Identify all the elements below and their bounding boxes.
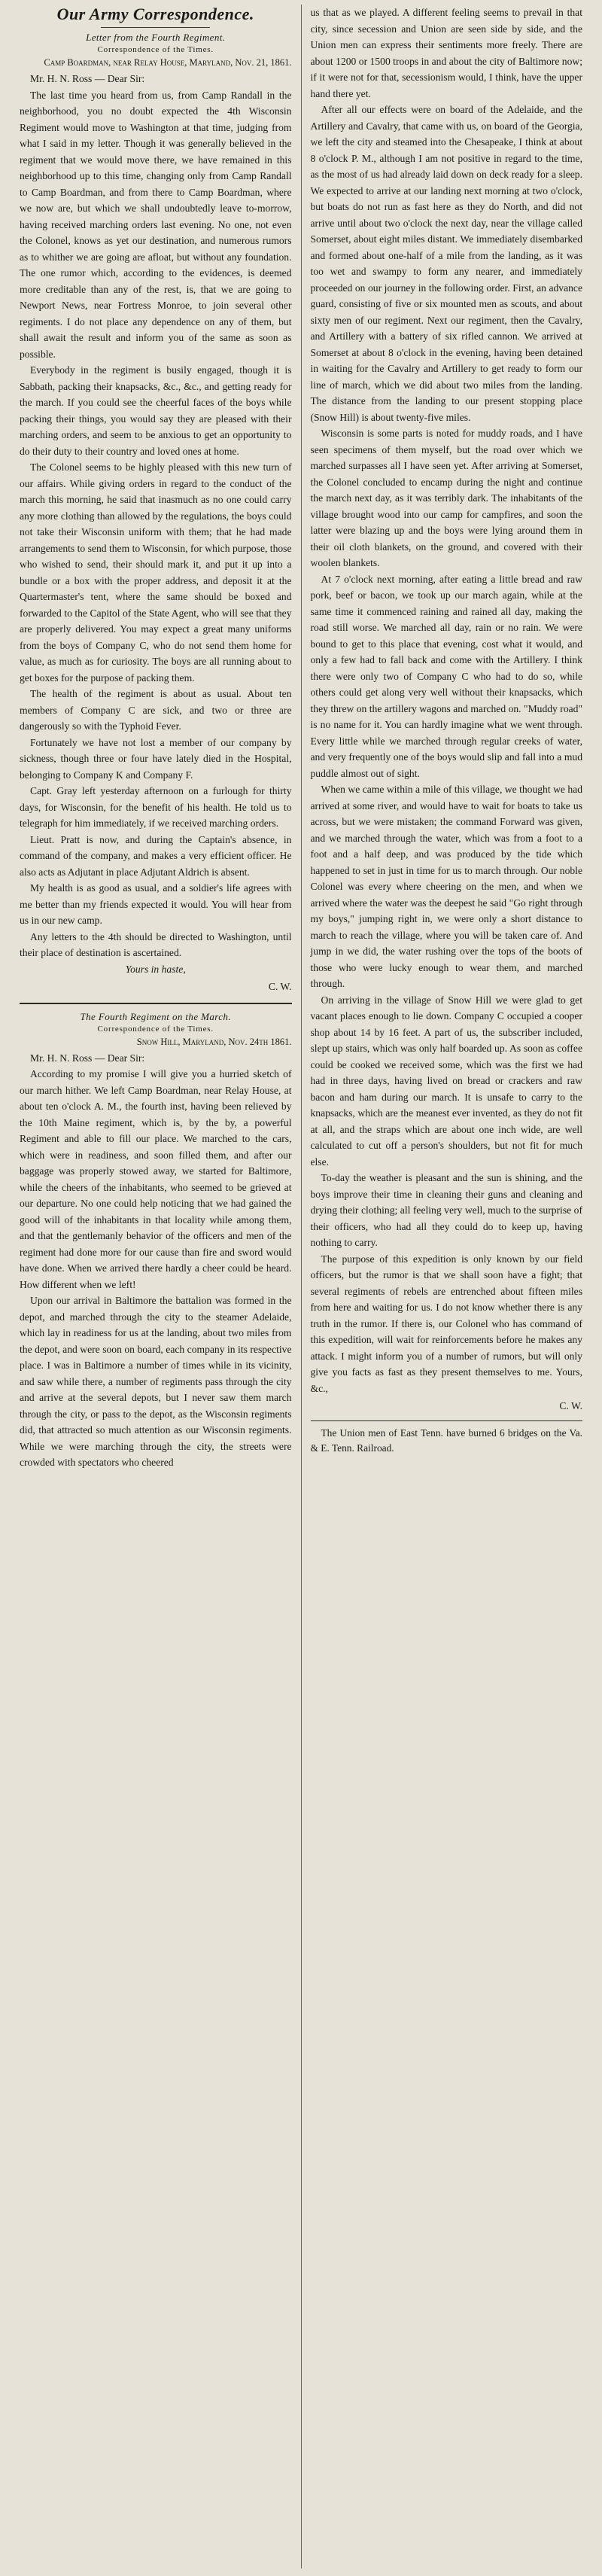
letter1-paragraph: The health of the regiment is about as usual. About ten members of Company C are sick, and two or three are dangerously so with the Typhoid Fever. [20, 688, 292, 732]
letter2-continued-paragraph: To-day the weather is pleasant and the sun is shining, and the boys improve their time in cleaning their guns and cleaning and drying their clothing; all feeling very well, much to the surprise of their officers, who had all they could do to keep up, having nothing to carry. [310, 1172, 582, 1248]
right-column [301, 5, 592, 2568]
news-note [311, 1426, 583, 1456]
letter1-heading: Letter from the Fourth Regiment. [86, 32, 226, 43]
letter2-signature: C. W. [559, 1400, 582, 1411]
letter2-continued-paragraph: Wisconsin is some parts is noted for muddy roads, and I have seen specimens of them myself, but the road over which we marched surpasses all I have seen yet. After arriving at Somerset, the Colonel concluded to encamp during the night and continue the march next day, as it was terribly dark. The inhabitants of the village brought wood into our camp for campfires, and soon the latter were blazing up and the boys were lying around them in their oil cloth blankets, on the ground, and covered with their woolen blankets. [310, 428, 582, 568]
letter1-subheading: Correspondence of the Times. [97, 45, 214, 54]
letter2-continued-paragraph: When we came within a mile of this village, we thought we had arrived at some river, and would have to wait for boats to take us across, but we were mistaken; the command Forward was given, and we marched through the water, which was from a foot to a foot and a half deep, and was produced by the tide which happened to set in just in time for us to march through. Our noble Colonel was every where cheering on the men, and when we arrived where the water was the deepest he said "Go right through my boys," jumping right in, we were only a short distance to march to reach the village, where you will be taken care of. And jump in we did, the water rushing over the tops of the boots of those who were lucky enough to wear them, and marched through. [310, 784, 582, 989]
letter2-paragraph: Upon our arrival in Baltimore the battalion was formed in the depot, and marched through the city to the steamer Adelaide, which lay in readiness for us at the landing, about two miles from the depot, and were soon on board, each company in its respective place. I was in Baltimore a number of times while in its vicinity, and saw while there, a number of regiments pass through the city and arrive at the several depots, but I never saw them march through the city, or pass to the depot, as the Wisconsin regiments did, that attracted so much attention as our Wisconsin regiments. While we were marching through the city, the streets were crowded with spectators who cheered [20, 1295, 292, 1468]
letter1-dateline: Camp Boardman, near Relay House, Maryland, Nov. 21, 1861. [44, 57, 292, 68]
letter2-continued-paragraph: At 7 o'clock next morning, after eating a little bread and raw pork, beef or bacon, we took up our march again, while at the same time it commenced raining and rained all day, making the road still worse. We marched all day, rain or no rain. We were bound to get to this place that evening, cost what it would, and only a few had to fall back and come with the Artillery. I think there were only two of Company C who had to do so, while others could get along very well without their knapsacks, which they threw on the artillery wagons and marched on. "Muddy road" is no name for it. You can hardly imagine what we went through. Every little while we marched through regular creeks of water, and very frequently one of the boys would slip and fall into a mud puddle almost out of sight. [310, 573, 582, 779]
news-note-text: The Union men of East Tenn. have burned 6 bridges on the Va. & E. Tenn. Railroad. [310, 1427, 582, 1454]
letter2-continued-paragraph: us that as we played. A different feeling seems to prevail in that city, since secession and Union are seen side by side, and the Union men can express their sentiments more freely. There are about 1200 or 1500 troops in and about the city of Baltimore now; if it were not for that, secessionism would, I think, have the upper hand there yet. [310, 7, 582, 99]
letter2-continued-paragraph: On arriving in the village of Snow Hill we were glad to get vacant places enough to lie down. Company C occupied a cooper shop about 14 by 16 feet. A part of us, the subscriber included, slept up stairs, which was only half boarded up. As soon as coffee could be cooked we received some, which was the first we had had in three days, having lived on bread or crackers and raw bacon and ham during our march. It is unsafe to carry to the knapsacks, which are the meanest ever invented, as they do not fit at all, and the straps which are about one inch wide, are well calculated to cut off a person's shoulders, but not fit for much else. [310, 994, 582, 1168]
letter1-closing: Yours in haste, [125, 963, 186, 975]
letter2-heading: The Fourth Regiment on the March. [80, 1010, 231, 1022]
letter1-paragraph: My health is as good as usual, and a soldier's life agrees with me better than my friends expected it would. You will hear from us in our new camp. [20, 882, 292, 926]
letter2-paragraph: According to my promise I will give you a hurried sketch of our march hither. We left Camp Boardman, near Relay House, at about ten o'clock A. M., the fourth inst, having been relieved by the 10th Maine regiment, which is, by the by, a powerful Regiment and able to fill our place. We marched to the cars, which were in readiness, and soon filled them, and after our baggage was properly stowed away, we started for Baltimore, while the cheers of the inhabitants, who seemed to be grieved at our departure. No one could help noticing that we had gained the good will of the inhabitants in that locality while among them, and that the gentlemanly behavior of the officers and men of the regiment had done more for our cause than fire and sword would have done. When we arrived there hardly a cheer could be heard. How different when we left! [20, 1068, 292, 1290]
letter1-paragraph: Capt. Gray left yesterday afternoon on a furlough for thirty days, for Wisconsin, for the benefit of his health. He told us to telegraph for him immediately, if we received marching orders. [20, 785, 292, 829]
letter2-dateline: Snow Hill, Maryland, Nov. 24th 1861. [136, 1036, 292, 1047]
letter2-salutation: Mr. H. N. Ross — Dear Sir: [30, 1052, 145, 1064]
letter1-signature: C. W. [268, 981, 292, 992]
article-separator-rule [20, 1003, 292, 1004]
letter2-continued-paragraph: The purpose of this expedition is only known by our field officers, but the rumor is that we shall soon have a fight; that several regiments of rebels are entrenched about fifteen miles from here and waiting for us. I do not know whether there is any truth in the rumor. If there is, our Colonel who has command of this expedition, will wait for reinforcements before he makes any attack. I might inform you of a number of rumors, but will only give you facts as fast as they present themselves to me. Yours, &c., [310, 1253, 582, 1394]
letter1-salutation: Mr. H. N. Ross — Dear Sir: [30, 73, 145, 84]
letter1-paragraph: Fortunately we have not lost a member of our company by sickness, though three or four have lately died in the Hospital, belonging to Company K and Company F. [20, 736, 292, 781]
footnote-rule [311, 1420, 583, 1421]
left-column [11, 5, 301, 2568]
letter1-paragraph: The Colonel seems to be highly pleased with this new turn of our affairs. While giving orders in regard to the conduct of the march this morning, he said that inasmuch as no one could carry any more clothing than allowed by the regulations, the boys could not take their Wisconsin uniform with them; that he had made arrangements to send them to Wisconsin, for which purpose, those who wished to send, their should mark it, and put it up into a bundle or a box with the proper address, and deposit it at the Quartermaster's tent, where the same should be boxed and forwarded to the Capitol of the State Agent, who will see that they are properly delivered. You may expect a great many uniforms from the boys of Company C, who do not send them home for value, as much as for curiosity. The boys are all running about to get boxes for the purpose of packing them. [20, 461, 292, 684]
letter1-paragraph: The last time you heard from us, from Camp Randall in the neighborhood, you no doubt expected the 4th Wisconsin Regiment would move to Washington at that time, judging from what I said in my letter. Though it was generally believed in the regiment that we would move there, we have remained in this neighborhood up to this time, changing only from Camp Randall to Camp Boardman, and from there to Camp Boardman, where we now are, but which we shall undoubtedly leave to-morrow, having received marching orders last evening. No one, not even the Colonel, knows as yet our destination, and numerous rumors as to whither we are going are afloat, but without any foundation. The one rumor which, according to the evidences, is deemed more creditable than any of the rest, is, that we are going to Newport News, near Fortress Monroe, to join several other regiments. I do not place any dependence on any of them, but shall await the result and inform you of the same as soon as possible. [20, 89, 292, 360]
letter1-paragraph: Lieut. Pratt is now, and during the Captain's absence, in command of the company, and makes a very efficient officer. He also acts as Adjutant in place Adjutant Aldrich is absent. [20, 833, 292, 878]
masthead: Our Army Correspondence. [56, 5, 254, 23]
letter1-paragraph: Any letters to the 4th should be directed to Washington, until their place of destination is ascertained. [20, 930, 292, 958]
letter2-continued-paragraph: After all our effects were on board of the Adelaide, and the Artillery and Cavalry, that came with us, on board of the Georgia, we left the city and steamed into the Chesapeake, I think at about 8 o'clock P. M., although I am not positive in regard to the time, as the most of us had already laid down on deck ready for a sleep. We expected to arrive at our landing next morning at two o'clock, but boats do not run as fast here as they do North, and did not arrive until about two o'clock the next day, near the village called Somerset, about eight miles distant. We immediately disembarked and formed about one-half of a mile from the landing, as it was too wet and swampy to form any nearer, and immediately proceeded on our journey in the following order. First, an advance guard, consisting of five or six mounted men as scouts, and about sixty men of our regiment. Next our regiment, then the Cavalry, and Artillery with a battery of six rifled cannon. We arrived at Somerset at about 8 o'clock in the evening, having been detained in waiting for the Cavalry and Artillery to get ready to form our line of march, which we did about two miles from the landing. The distance from the landing to our present stopping place (Snow Hill) is about twenty-five miles. [310, 104, 582, 423]
letter2-subheading: Correspondence of the Times. [97, 1024, 214, 1034]
letter1-paragraph: Everybody in the regiment is busily engaged, though it is Sabbath, packing their knapsacks, &c., &c., and getting ready for the march. If you could see the cheerful faces of the boys while packing their things, you would say they are pleased with their marching orders, and seem to be anxious to get an opportunity to do their duty to their country and loved ones at home. [20, 364, 292, 457]
letter1-body [20, 87, 292, 961]
column-container [11, 5, 591, 2568]
masthead-rule [101, 27, 210, 28]
